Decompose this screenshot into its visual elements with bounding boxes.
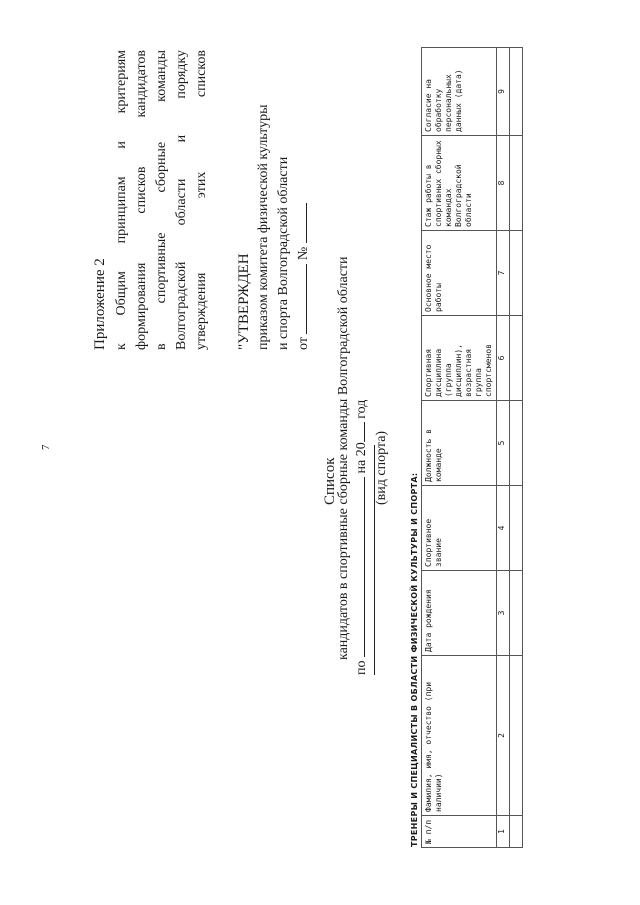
table-cell bbox=[510, 656, 523, 816]
approved-label: "УТВЕРЖДЕН bbox=[236, 253, 252, 350]
appendix-title: Приложение 2 bbox=[92, 258, 108, 350]
column-header: Должность в команде bbox=[422, 401, 497, 486]
sport-blank bbox=[352, 477, 365, 657]
appendix-line: в спортивные сборные команды bbox=[154, 50, 169, 350]
list-subtitle: кандидатов в спортивные сборные команды Волгоградской области bbox=[336, 256, 351, 660]
year-label: на 20 bbox=[354, 442, 369, 474]
table-cell bbox=[510, 316, 523, 401]
section-header: ТРЕНЕРЫ И СПЕЦИАЛИСТЫ В ОБЛАСТИ ФИЗИЧЕСКОЙ КУЛЬТУРЫ И СПОРТА: bbox=[410, 472, 419, 847]
column-number: 2 bbox=[497, 656, 510, 816]
date-blank bbox=[294, 264, 307, 334]
table-cell bbox=[510, 816, 523, 848]
appendix-line: формирования списков кандидатов bbox=[134, 50, 149, 350]
appendix-line: к Общим принципам и критериям bbox=[114, 50, 129, 350]
table-header-row bbox=[422, 48, 497, 848]
column-header: Основное место работы bbox=[422, 231, 497, 316]
year-blank bbox=[352, 422, 365, 442]
number-label: № bbox=[296, 246, 311, 261]
candidates-table bbox=[421, 47, 523, 848]
by-label: по bbox=[354, 660, 369, 675]
column-header: Спортивная дисциплина (группа дисциплин), возрастная группа спортсменов bbox=[422, 316, 497, 401]
sport-kind-caption: (вид спорта) bbox=[374, 430, 389, 505]
column-number: 3 bbox=[497, 571, 510, 656]
table-cell bbox=[510, 136, 523, 231]
order-line: приказом комитета физической культуры bbox=[256, 104, 271, 350]
column-header: Согласие на обработку персональных данных (дата) bbox=[422, 48, 497, 136]
column-number: 5 bbox=[497, 401, 510, 486]
table-cell bbox=[510, 231, 523, 316]
table-cell bbox=[510, 486, 523, 571]
appendix-block bbox=[90, 50, 314, 350]
number-blank bbox=[294, 203, 307, 243]
column-number: 4 bbox=[497, 486, 510, 571]
column-header: Дата рождения bbox=[422, 571, 497, 656]
appendix-line: утверждения этих списков bbox=[194, 50, 209, 350]
list-title: Список bbox=[322, 457, 338, 505]
order-date-line bbox=[294, 50, 314, 350]
column-header: Стаж работы в спортивных сборных командах Волгоградской области bbox=[422, 136, 497, 231]
column-number: 8 bbox=[497, 136, 510, 231]
page-number: 7 bbox=[40, 444, 52, 450]
table-number-row bbox=[497, 48, 510, 848]
table-cell bbox=[510, 571, 523, 656]
order-line: и спорта Волгоградской области bbox=[276, 156, 291, 350]
approval-block bbox=[234, 50, 314, 350]
table-cell bbox=[510, 48, 523, 136]
column-header: Спортивное звание bbox=[422, 486, 497, 571]
column-number: 1 bbox=[497, 816, 510, 848]
column-header: № п/п bbox=[422, 816, 497, 848]
column-number: 9 bbox=[497, 48, 510, 136]
from-label: от bbox=[296, 337, 311, 350]
table-cell bbox=[510, 401, 523, 486]
column-number: 6 bbox=[497, 316, 510, 401]
column-header: Фамилия, имя, отчество (при наличии) bbox=[422, 656, 497, 816]
column-number: 7 bbox=[497, 231, 510, 316]
list-sport-line bbox=[352, 400, 370, 675]
appendix-line: Волгоградской области и порядку bbox=[174, 50, 189, 350]
table-row bbox=[510, 48, 523, 848]
year-suffix: год bbox=[354, 399, 369, 419]
